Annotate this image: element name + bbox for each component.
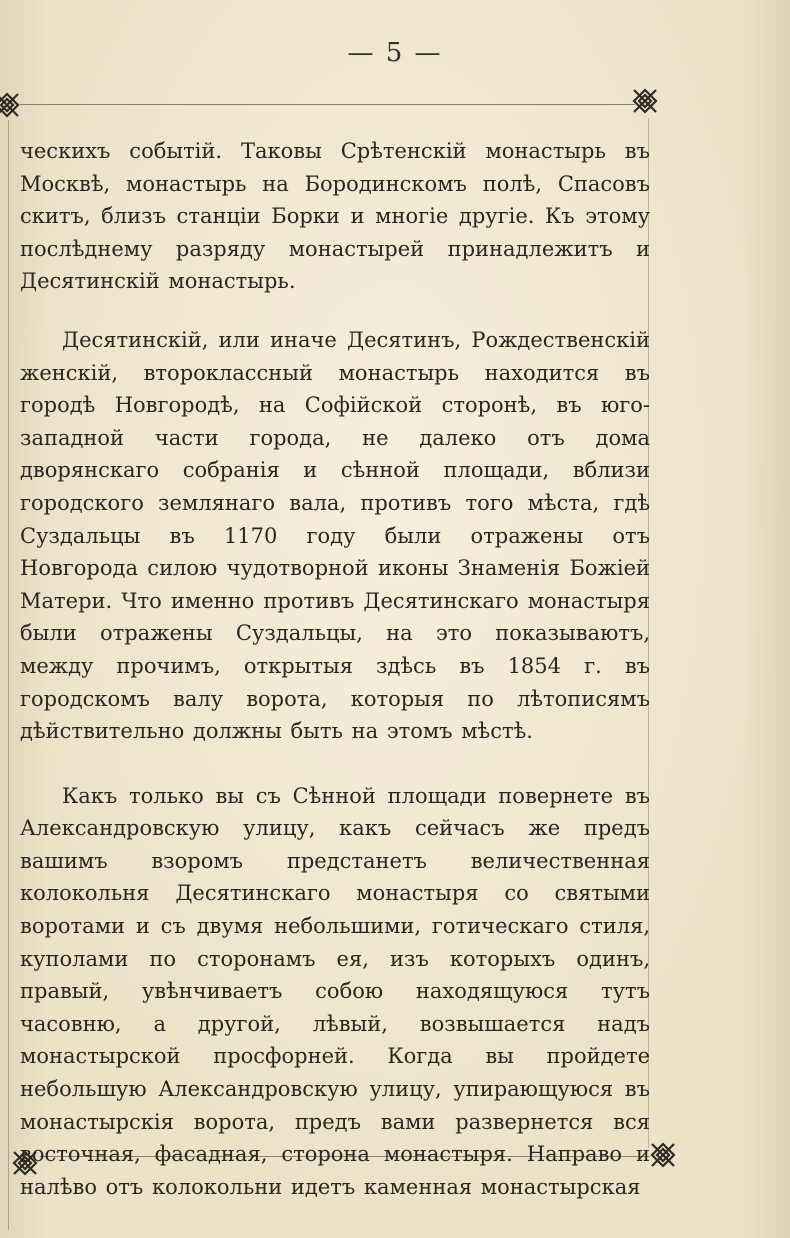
paragraph-desyatinsky: Десятинскій, или иначе Десятинъ, Рождественскій женскій, второклассный монастырь находится въ городѣ Новгородѣ, на Софійской сторонѣ, въ юго-западной части города, не далеко отъ дома дворянскаго собранія и сѣнной площади, вблизи городского землянаго вала, противъ того мѣста, гдѣ Суздальцы въ 1170 году были отражены отъ Новгорода силою чудотворной иконы Знаменія Божіей Матери. Что именно противъ Десятинскаго монастыря были отражены Суздальцы, на это показываютъ, между прочимъ, открытыя здѣсь въ 1854 г. въ городскомъ валу ворота, которыя по лѣтописямъ дѣйствительно должны быть на этомъ мѣстѣ. [20,327,650,744]
body-text [20,135,650,1203]
ornament-knot-icon [0,92,20,118]
header-rule [20,104,635,105]
ornament-knot-icon [650,1142,676,1168]
paragraph-continued: ческихъ событій. Таковы Срѣтенскій монастырь въ Москвѣ, монастырь на Бородинскомъ полѣ, Спасовъ скитъ, близъ станціи Борки и многіе другіе. Къ этому послѣднему разряду монастырей принадлежитъ и Десятинскій монастырь. [20,139,650,294]
ornament-knot-icon [632,88,658,114]
page-number: — 5 — [347,38,443,68]
paragraph-alexandrovskaya: Какъ только вы съ Сѣнной площади повернете въ Александровскую улицу, какъ сейчасъ же предъ вашимъ взоромъ предстанетъ величественная колокольня Десятинскаго монастыря со святыми воротами и съ двумя небольшими, готическаго стиля, куполами по сторонамъ ея, изъ которыхъ одинъ, правый, увѣнчиваетъ собою находящуюся тутъ часовню, а другой, лѣвый, возвышается надъ монастырской просфорней. Когда вы пройдете небольшую Александровскую улицу, упирающуюся въ монастырскія ворота, предъ вами развернется вся восточная, фасадная, сторона монастыря. Направо и налѣво отъ колокольни идетъ каменная монастырская [20,783,650,1199]
left-frame-line [8,120,9,1230]
